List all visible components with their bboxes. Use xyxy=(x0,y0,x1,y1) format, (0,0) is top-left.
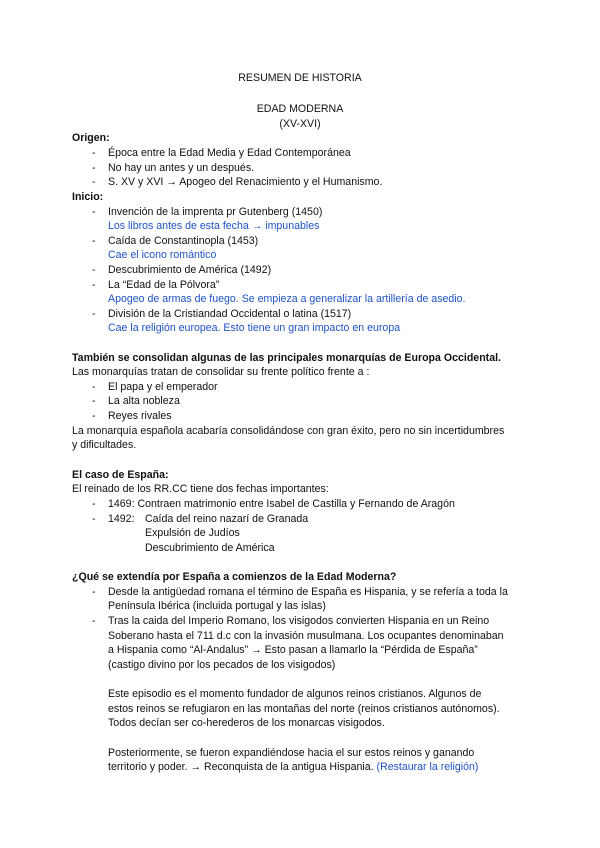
espana-intro: El reinado de los RR.CC tiene dos fechas importantes: xyxy=(72,483,329,495)
list-item: Reyes rivales xyxy=(108,410,172,422)
bullet-dash: - xyxy=(92,513,96,525)
bullet-dash: - xyxy=(92,279,96,291)
inicio-heading: Inicio: xyxy=(72,191,104,203)
bullet-dash: - xyxy=(92,615,96,627)
paragraph-line: Península Ibérica (incluida portugal y las islas) xyxy=(108,600,326,612)
paragraph-line: Soberano hasta el 711 d.c con la invasión musulmana. Los ocupantes denominaban xyxy=(108,630,504,642)
paragraph-line: Todos decían ser co-herederos de los monarcas visigodos. xyxy=(108,717,385,729)
list-item: Caída del reino nazarí de Granada xyxy=(145,513,309,525)
list-item-note: Los libros antes de esta fecha → impunables xyxy=(108,220,320,232)
bullet-dash: - xyxy=(92,381,96,393)
bullet-dash: - xyxy=(92,308,96,320)
paragraph-line: y dificultades. xyxy=(72,439,137,451)
list-item: Descubrimiento de América (1492) xyxy=(108,264,272,276)
list-item-note: Cae la religión europea. Esto tiene un gran impacto en europa xyxy=(108,322,401,334)
list-item-year: 1492: xyxy=(108,513,135,525)
bullet-dash: - xyxy=(92,586,96,598)
section-title: EDAD MODERNA xyxy=(256,103,344,115)
paragraph-line: Tras la caida del Imperio Romano, los visigodos convierten Hispania en un Reino xyxy=(108,615,490,627)
bullet-dash: - xyxy=(92,395,96,407)
document-title: RESUMEN DE HISTORIA xyxy=(238,72,362,84)
list-item: Expulsión de Judíos xyxy=(145,527,240,539)
origen-heading: Origen: xyxy=(72,132,110,144)
paragraph-line: (castigo divino por los pecados de los visigodos) xyxy=(108,659,336,671)
bullet-dash: - xyxy=(92,264,96,276)
list-item: Invención de la imprenta pr Gutenberg (1450) xyxy=(108,206,323,218)
bullet-dash: - xyxy=(92,176,96,188)
paragraph-line: estos reinos se refugiaron en las montañas del norte (reinos cristianos autónomos). xyxy=(108,703,500,715)
bullet-dash: - xyxy=(92,498,96,510)
list-item-note: Cae el icono romántico xyxy=(108,249,217,261)
list-item: 1469: Contraen matrimonio entre Isabel de Castilla y Fernando de Aragón xyxy=(108,498,455,510)
paragraph-line: La monarquía española acabaría consolidándose con gran éxito, pero no sin incertidumbres xyxy=(72,425,505,437)
paragraph-line: a Hispania como “Al-Andalus” → Esto pasan a llamarlo la “Pérdida de España” xyxy=(108,644,478,656)
paragraph-line: Posteriormente, se fueron expandiéndose hacia el sur estos reinos y ganando xyxy=(108,747,475,759)
paragraph-note: (Restaurar la religión) xyxy=(376,761,479,773)
list-item: S. XV y XVI → Apogeo del Renacimiento y el Humanismo. xyxy=(108,176,383,188)
list-item: La “Edad de la Pólvora” xyxy=(108,279,220,291)
list-item: La alta nobleza xyxy=(108,395,180,407)
bullet-dash: - xyxy=(92,410,96,422)
bullet-dash: - xyxy=(92,147,96,159)
paragraph-text: territorio y poder. → Reconquista de la antigua Hispania. xyxy=(108,761,374,773)
espana-heading: El caso de España: xyxy=(72,469,169,481)
paragraph-line: Este episodio es el momento fundador de algunos reinos cristianos. Algunos de xyxy=(108,688,482,700)
bullet-dash: - xyxy=(92,235,96,247)
paragraph-line xyxy=(108,760,478,775)
list-item: Época entre la Edad Media y Edad Contemporánea xyxy=(108,147,351,159)
list-item: Descubrimiento de América xyxy=(145,542,275,554)
extension-heading: ¿Qué se extendía por España a comienzos de la Edad Moderna? xyxy=(72,571,397,583)
monarquias-intro: Las monarquías tratan de consolidar su frente político frente a : xyxy=(72,366,370,378)
list-item: División de la Cristiandad Occidental o latina (1517) xyxy=(108,308,352,320)
list-item: El papa y el emperador xyxy=(108,381,218,393)
paragraph-line: Desde la antigüedad romana el término de España es Hispania, y se refería a toda la xyxy=(108,586,508,598)
monarquias-heading: También se consolidan algunas de las principales monarquías de Europa Occidental. xyxy=(72,352,501,364)
bullet-dash: - xyxy=(92,206,96,218)
period-label: (XV-XVI) xyxy=(279,118,321,130)
list-item: Caída de Constantinopla (1453) xyxy=(108,235,259,247)
list-item-note: Apogeo de armas de fuego. Se empieza a generalizar la artillería de asedio. xyxy=(108,293,466,305)
list-item: No hay un antes y un después. xyxy=(108,162,255,174)
bullet-dash: - xyxy=(92,162,96,174)
